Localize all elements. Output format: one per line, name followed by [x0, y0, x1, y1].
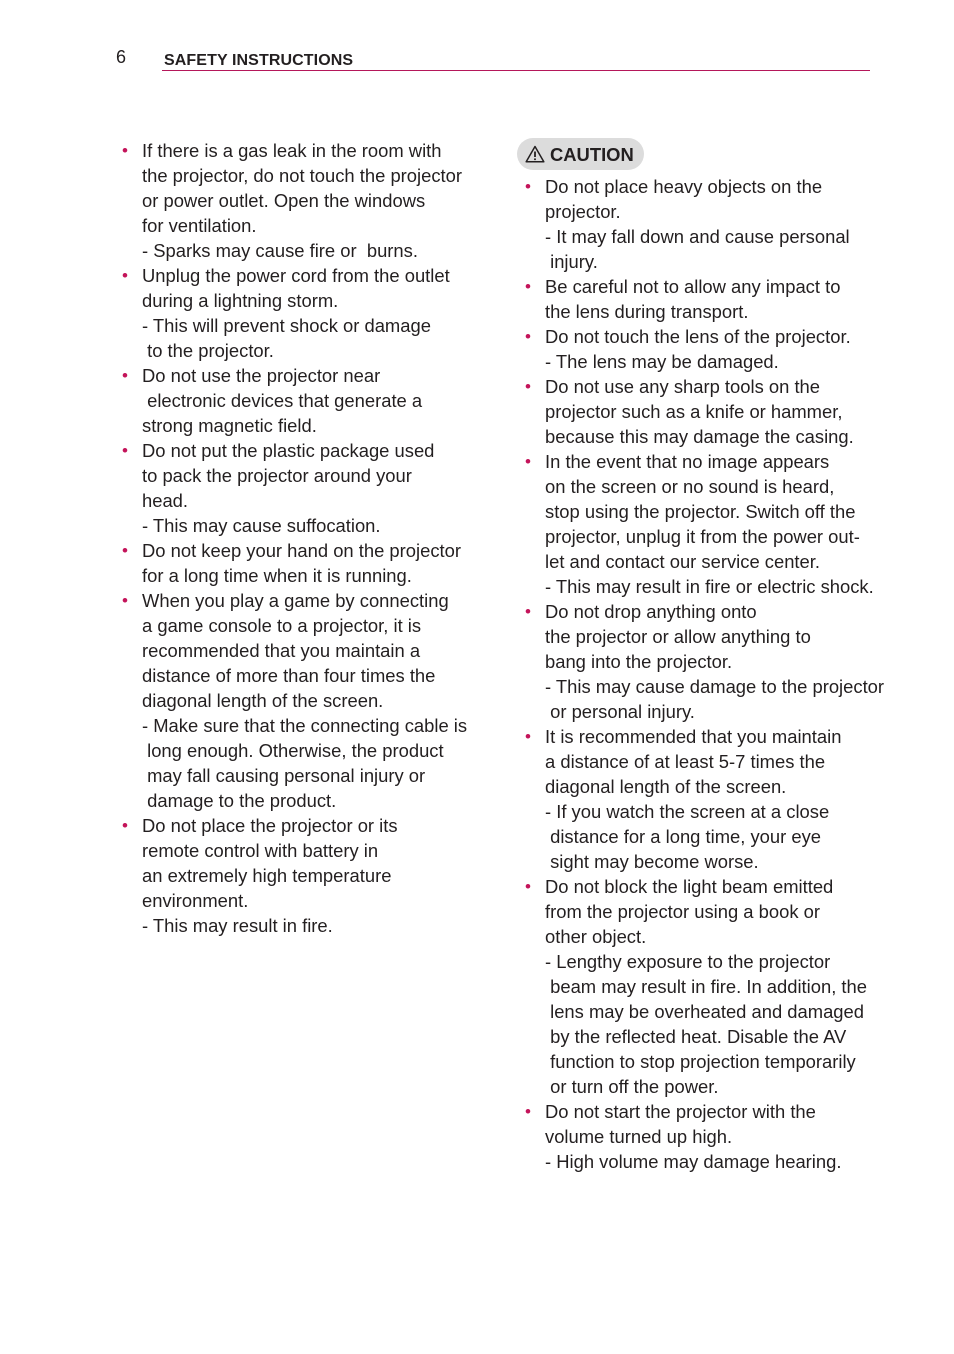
- item-note-line: - If you watch the screen at a close: [545, 801, 830, 822]
- list-item: [122, 538, 477, 588]
- page-number: 6: [116, 47, 127, 67]
- item-note-line: - The lens may be damaged.: [545, 351, 779, 372]
- item-text-line: volume turned up high.: [545, 1126, 733, 1147]
- item-text-line: If there is a gas leak in the room with: [142, 140, 442, 161]
- list-item: [525, 174, 880, 274]
- item-text-line: diagonal length of the screen.: [545, 776, 787, 797]
- item-text-line: projector such as a knife or hammer,: [545, 401, 843, 422]
- item-text-line: a distance of at least 5-7 times the: [545, 751, 826, 772]
- item-text-line: on the screen or no sound is heard,: [545, 476, 835, 497]
- item-text-line: Do not use the projector near: [142, 365, 381, 386]
- item-note-line: - Make sure that the connecting cable is: [142, 715, 468, 736]
- item-text-line: When you play a game by connecting: [142, 590, 449, 611]
- item-text-line: Do not use any sharp tools on the: [545, 376, 821, 397]
- item-note-line: injury.: [545, 251, 598, 272]
- bullet-icon: •: [525, 177, 531, 196]
- item-note-line: long enough. Otherwise, the product: [142, 740, 444, 761]
- list-item: [122, 813, 477, 938]
- item-text-line: electronic devices that generate a: [142, 390, 423, 411]
- bullet-icon: •: [122, 816, 128, 835]
- list-item: [525, 1099, 880, 1174]
- item-text-line: Be careful not to allow any impact to: [545, 276, 841, 297]
- item-text-line: It is recommended that you maintain: [545, 726, 842, 747]
- item-text-line: Do not place the projector or its: [142, 815, 398, 836]
- item-text-line: an extremely high temperature: [142, 865, 392, 886]
- bullet-icon: •: [525, 277, 531, 296]
- item-text-line: Do not touch the lens of the projector.: [545, 326, 851, 347]
- item-text-line: the projector or allow anything to: [545, 626, 811, 647]
- item-text-line: Do not start the projector with the: [545, 1101, 816, 1122]
- item-text-line: bang into the projector.: [545, 651, 733, 672]
- item-note-line: lens may be overheated and damaged: [545, 1001, 864, 1022]
- list-item: [525, 449, 880, 599]
- bullet-icon: •: [122, 266, 128, 285]
- item-text-line: let and contact our service center.: [545, 551, 820, 572]
- item-text-line: from the projector using a book or: [545, 901, 820, 922]
- item-text-line: head.: [142, 490, 189, 511]
- list-item: [525, 599, 885, 724]
- item-note-line: or personal injury.: [545, 701, 695, 722]
- item-note-line: by the reflected heat. Disable the AV: [545, 1026, 847, 1047]
- item-text-line: during a lightning storm.: [142, 290, 339, 311]
- list-item: [122, 138, 477, 263]
- right-column: [525, 138, 885, 1174]
- item-text-line: diagonal length of the screen.: [142, 690, 384, 711]
- bullet-icon: •: [122, 541, 128, 560]
- item-note-line: - This may result in fire or electric shock.: [545, 576, 874, 597]
- item-note-line: - It may fall down and cause personal: [545, 226, 850, 247]
- bullet-icon: •: [525, 1102, 531, 1121]
- bullet-icon: •: [122, 591, 128, 610]
- item-text-line: projector.: [545, 201, 621, 222]
- item-text-line: strong magnetic field.: [142, 415, 317, 436]
- item-text-line: stop using the projector. Switch off the: [545, 501, 856, 522]
- list-item: [122, 263, 477, 363]
- item-text-line: Do not block the light beam emitted: [545, 876, 834, 897]
- item-text-line: In the event that no image appears: [545, 451, 830, 472]
- item-note-line: beam may result in fire. In addition, the: [545, 976, 867, 997]
- item-text-line: recommended that you maintain a: [142, 640, 421, 661]
- item-note-line: distance for a long time, your eye: [545, 826, 822, 847]
- item-text-line: environment.: [142, 890, 249, 911]
- bullet-icon: •: [525, 452, 531, 471]
- list-item: [122, 363, 477, 438]
- item-note-line: - This will prevent shock or damage: [142, 315, 431, 336]
- item-text-line: Unplug the power cord from the outlet: [142, 265, 450, 286]
- item-text-line: or power outlet. Open the windows: [142, 190, 426, 211]
- item-text-line: projector, unplug it from the power out-: [545, 526, 860, 547]
- bullet-icon: •: [525, 877, 531, 896]
- header-rule: [162, 70, 870, 71]
- caution-badge: [517, 138, 644, 170]
- list-item: [122, 588, 477, 813]
- bullet-icon: •: [525, 727, 531, 746]
- item-note-line: may fall causing personal injury or: [142, 765, 426, 786]
- warning-triangle-icon: [525, 145, 545, 163]
- item-text-line: distance of more than four times the: [142, 665, 436, 686]
- item-text-line: to pack the projector around your: [142, 465, 412, 486]
- item-text-line: remote control with battery in: [142, 840, 379, 861]
- item-note-line: - Lengthy exposure to the projector: [545, 951, 831, 972]
- item-text-line: the projector, do not touch the projector: [142, 165, 462, 186]
- bullet-icon: •: [525, 377, 531, 396]
- bullet-icon: •: [525, 602, 531, 621]
- item-text-line: for ventilation.: [142, 215, 257, 236]
- page-header-title: SAFETY INSTRUCTIONS: [164, 52, 354, 69]
- list-item: [525, 874, 880, 1099]
- item-text-line: Do not put the plastic package used: [142, 440, 435, 461]
- item-note-line: - This may result in fire.: [142, 915, 333, 936]
- item-note-line: or turn off the power.: [545, 1076, 719, 1097]
- list-item: [122, 438, 477, 538]
- list-item: [525, 374, 880, 449]
- bullet-icon: •: [122, 441, 128, 460]
- caution-label: CAUTION: [550, 143, 634, 165]
- item-text-line: the lens during transport.: [545, 301, 749, 322]
- item-note-line: - This may cause damage to the projector: [545, 676, 885, 697]
- item-text-line: Do not place heavy objects on the: [545, 176, 823, 197]
- list-item: [525, 324, 880, 374]
- item-text-line: other object.: [545, 926, 647, 947]
- item-note-line: function to stop projection temporarily: [545, 1051, 856, 1072]
- item-note-line: - Sparks may cause fire or burns.: [142, 240, 418, 261]
- bullet-icon: •: [122, 366, 128, 385]
- item-note-line: damage to the product.: [142, 790, 337, 811]
- item-text-line: Do not keep your hand on the projector: [142, 540, 461, 561]
- list-item: [525, 724, 880, 874]
- item-text-line: a game console to a projector, it is: [142, 615, 422, 636]
- bullet-icon: •: [525, 327, 531, 346]
- item-note-line: - High volume may damage hearing.: [545, 1151, 842, 1172]
- left-column: [122, 138, 477, 938]
- item-note-line: sight may become worse.: [545, 851, 759, 872]
- caution-list: [525, 174, 885, 1174]
- item-note-line: to the projector.: [142, 340, 274, 361]
- bullet-icon: •: [122, 141, 128, 160]
- item-text-line: because this may damage the casing.: [545, 426, 854, 447]
- list-item: [525, 274, 880, 324]
- item-note-line: - This may cause suffocation.: [142, 515, 381, 536]
- item-text-line: for a long time when it is running.: [142, 565, 412, 586]
- item-text-line: Do not drop anything onto: [545, 601, 757, 622]
